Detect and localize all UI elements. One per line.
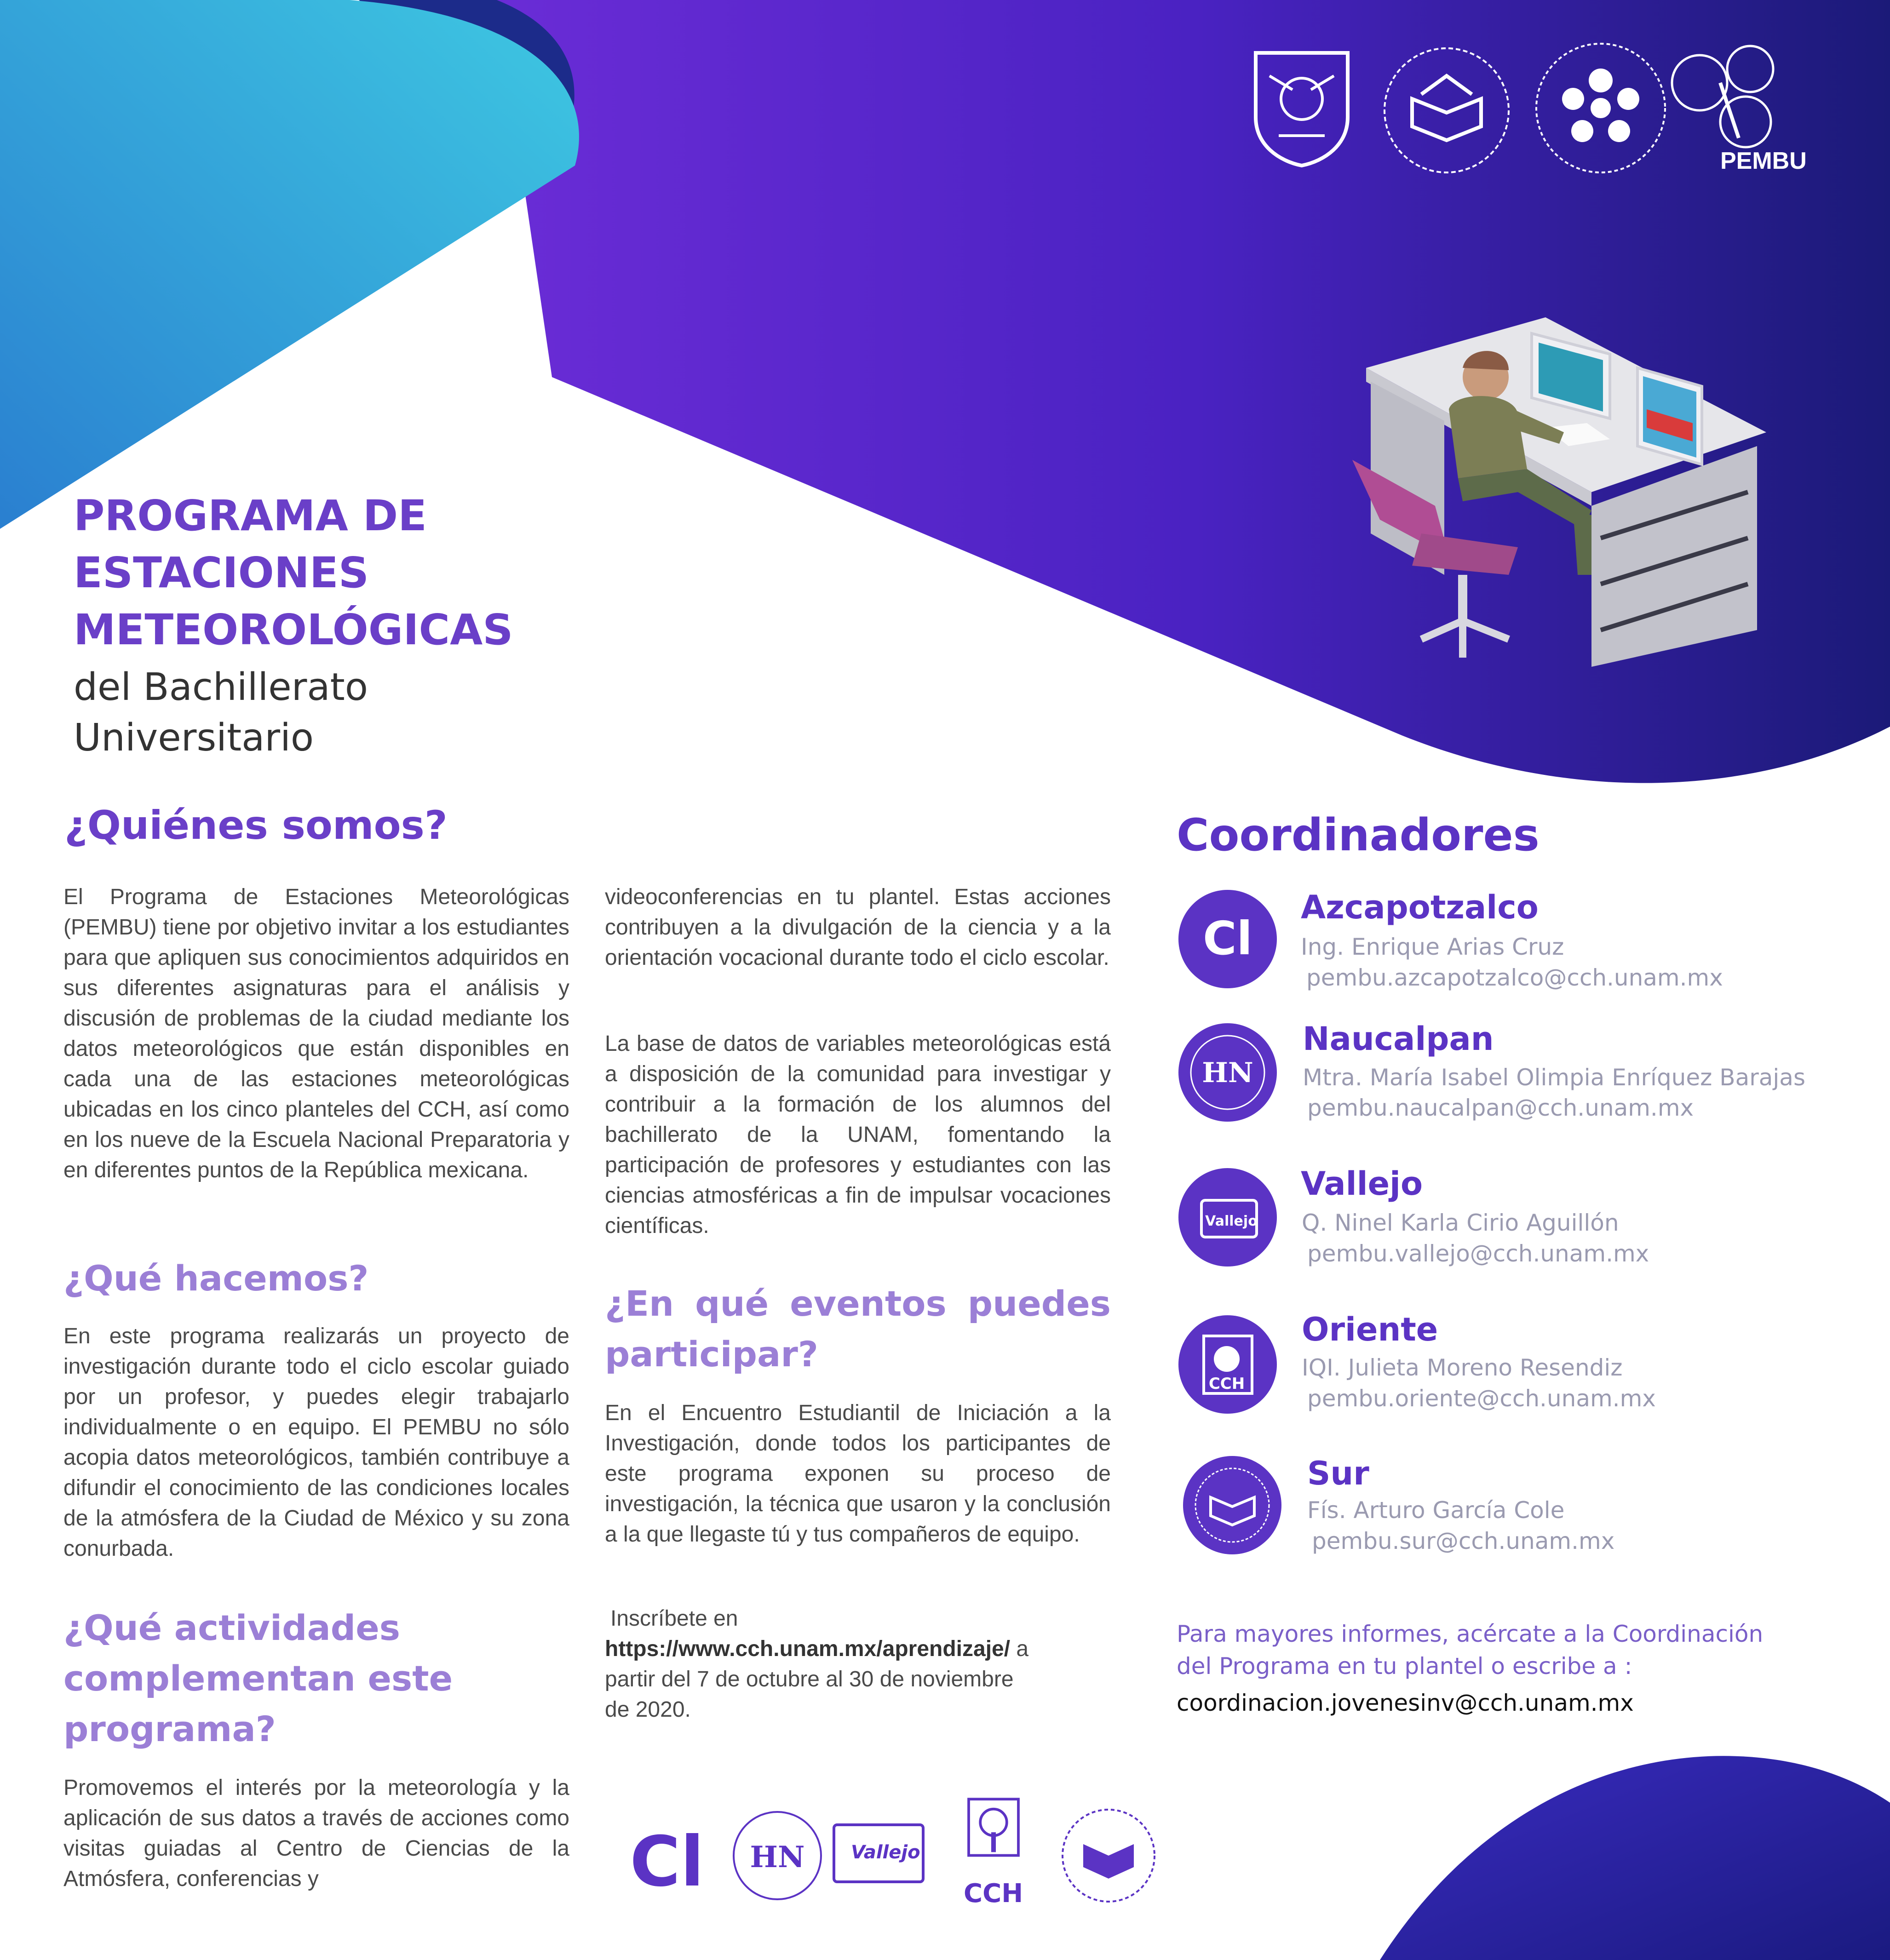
- cch-vallejo-icon: [1178, 1168, 1277, 1267]
- coordinador-email-vallejo[interactable]: pembu.vallejo@cch.unam.mx: [1307, 1240, 1649, 1267]
- cch-azcapotzalco-icon: [1178, 890, 1277, 988]
- coordinador-email-oriente[interactable]: pembu.oriente@cch.unam.mx: [1307, 1385, 1656, 1412]
- program-title: [74, 487, 672, 659]
- cch-logo-icon: [1380, 44, 1513, 177]
- actividades-text: Promovemos el interés por la meteorología y la aplicación de sus datos a través de acciones como visitas guiadas al Centro de Ciencias de la Atmósfera, conferencias y: [63, 1776, 569, 1891]
- coordinador-plantel-sur: Sur: [1307, 1455, 1369, 1492]
- bottom-wave: [1380, 1756, 1890, 1960]
- svg-text:HN: HN: [1202, 1057, 1253, 1089]
- svg-text:Vallejo: Vallejo: [1205, 1213, 1258, 1229]
- coordinador-person-vallejo: Q. Ninel Karla Cirio Aguillón: [1302, 1209, 1619, 1236]
- inscribete-after-url: a: [1010, 1637, 1029, 1661]
- title-line-3: METEOROLÓGICAS: [74, 605, 513, 654]
- more-info-line-1: Para mayores informes, acércate a la Coordinación: [1177, 1621, 1764, 1647]
- inscribete-url-link[interactable]: https://www.cch.unam.mx/aprendizaje/: [605, 1637, 1011, 1661]
- title-line-2: ESTACIONES: [74, 548, 369, 597]
- actividades-heading: [63, 1603, 569, 1754]
- subtitle-line-1: del Bachillerato: [74, 665, 368, 709]
- svg-text:Cl: Cl: [1203, 911, 1252, 965]
- meteorologist-illustration: [1352, 317, 1766, 667]
- eventos-heading-line-2: participar?: [605, 1334, 818, 1375]
- eventos-heading: [605, 1278, 1111, 1380]
- coordinador-plantel-azcapotzalco: Azcapotzalco: [1301, 888, 1539, 926]
- footer-naucalpan-logo-icon: [729, 1803, 826, 1908]
- unam-shield-icon: [1251, 48, 1352, 168]
- actividades-heading-line-2: complementan este: [63, 1658, 453, 1699]
- svg-text:CCH: CCH: [1208, 1375, 1245, 1393]
- inscribete-year: de 2020.: [605, 1697, 691, 1722]
- footer-sur-logo-icon: [1058, 1805, 1159, 1906]
- actividades-heading-line-1: ¿Qué actividades: [63, 1607, 400, 1648]
- coordinador-person-azcapotzalco: Ing. Enrique Arias Cruz: [1301, 934, 1564, 960]
- inscribete-label: Inscríbete en: [610, 1606, 738, 1631]
- cch-sur-icon: [1183, 1456, 1281, 1554]
- coordinador-plantel-vallejo: Vallejo: [1301, 1165, 1423, 1203]
- coordinador-plantel-naucalpan: Naucalpan: [1303, 1020, 1494, 1058]
- more-info-block: [1177, 1618, 1775, 1719]
- coordinadores-heading: Coordinadores: [1177, 809, 1540, 861]
- coordinador-email-naucalpan[interactable]: pembu.naucalpan@cch.unam.mx: [1307, 1095, 1694, 1121]
- hacemos-text: En este programa realizarás un proyecto de investigación durante todo el ciclo escolar guiado por un profesor, y puedes elegir trabajarlo individualmente o en equipo. El PEMBU no sólo acopia datos meteorológicos, también contribuye a difundir el conocimiento de las condiciones locales de la atmósfera de la Ciudad de México y su zona conurbada.: [63, 1324, 569, 1561]
- footer-azcapotzalco-logo-icon: [616, 1812, 718, 1904]
- program-subtitle: [74, 662, 672, 763]
- eventos-text: En el Encuentro Estudiantil de Iniciación a la Investigación, donde todos los participantes de este programa exponen su proceso de investigación, la técnica que usaron y la conclusión a la que llegaste tú y tus compañeros de equipo.: [605, 1401, 1111, 1547]
- cch-oriente-icon: [1178, 1315, 1277, 1414]
- coordinador-email-sur[interactable]: pembu.sur@cch.unam.mx: [1312, 1528, 1615, 1554]
- inscribete-dates: partir del 7 de octubre al 30 de noviembre: [605, 1667, 1014, 1691]
- footer-oriente-text: CCH: [964, 1879, 1023, 1908]
- coordinador-email-azcapotzalco[interactable]: pembu.azcapotzalco@cch.unam.mx: [1306, 964, 1723, 991]
- cyan-triangle: [0, 0, 579, 529]
- svg-text:HN: HN: [750, 1840, 805, 1874]
- coordinador-person-sur: Fís. Arturo García Cole: [1307, 1497, 1565, 1524]
- title-line-1: PROGRAMA DE: [74, 491, 427, 540]
- pembu-logo-icon: [1665, 41, 1807, 179]
- pembu-logo-text: PEMBU: [1720, 148, 1807, 174]
- footer-oriente-logo-icon: [945, 1796, 1042, 1911]
- col2-intro-text: videoconferencias en tu plantel. Estas acciones contribuyen a la divulgación de la ciencia y a la orientación vocacional durante todo el ciclo escolar.: [605, 885, 1111, 970]
- cch-naucalpan-icon: [1178, 1023, 1277, 1122]
- inscribete-url-line: [605, 1634, 1111, 1664]
- contact-email[interactable]: coordinacion.jovenesinv@cch.unam.mx: [1177, 1690, 1634, 1716]
- actividades-heading-line-3: programa?: [63, 1708, 276, 1749]
- coordinador-plantel-oriente: Oriente: [1302, 1311, 1438, 1348]
- inscribete-block: [605, 1604, 1111, 1725]
- secretaria-servicios-apoyo-logo-icon: [1532, 39, 1670, 177]
- coordinador-person-naucalpan: Mtra. María Isabel Olimpia Enríquez Barajas: [1303, 1064, 1805, 1091]
- svg-text:Cl: Cl: [630, 1822, 704, 1902]
- more-info-line-2: del Programa en tu plantel o escribe a :: [1177, 1653, 1632, 1679]
- footer-vallejo-text: Vallejo: [851, 1842, 920, 1863]
- hacemos-heading: ¿Qué hacemos?: [63, 1258, 369, 1299]
- base-datos-text: La base de datos de variables meteorológicas está a disposición de la comunidad para investigar y contribuir a la formación de los alumnos del bachillerato de la UNAM, fomentando la participación de profesores y estudiantes con las ciencias atmosféricas a fin de impulsar vocaciones científicas.: [605, 1032, 1111, 1238]
- quienes-heading: ¿Quiénes somos?: [64, 802, 448, 848]
- quienes-text: El Programa de Estaciones Meteorológicas (PEMBU) tiene por objetivo invitar a los estudiantes para que apliquen sus conocimientos adquiridos en sus diferentes asignaturas para el análisis y discusión de problemas de la ciudad mediante los datos meteorológicos que están disponibles en cada una de las estaciones meteorológicas ubicadas en los cinco planteles del CCH, así como en los nueve de la Escuela Nacional Preparatoria y en diferentes puntos de la República mexicana.: [63, 885, 569, 1182]
- subtitle-line-2: Universitario: [74, 716, 314, 760]
- coordinador-person-oriente: IQI. Julieta Moreno Resendiz: [1302, 1354, 1623, 1381]
- footer-vallejo-logo-icon: [833, 1823, 929, 1888]
- eventos-heading-line-1: ¿En qué eventos puedes: [605, 1283, 1111, 1324]
